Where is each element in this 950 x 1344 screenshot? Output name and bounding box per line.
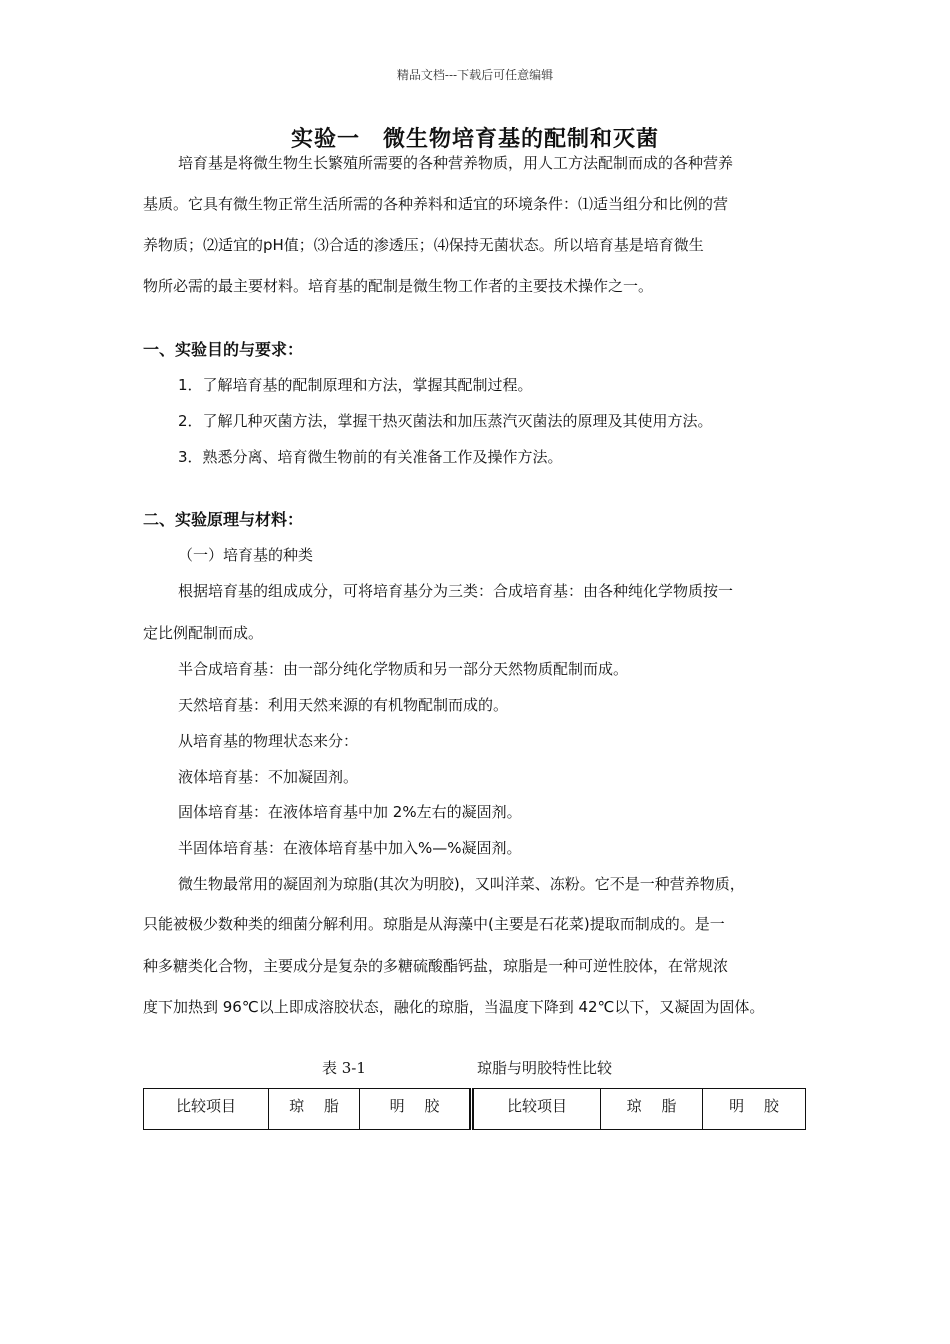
header-cell-item: 比较项目 [144,1089,269,1130]
body-line-2: 定比例配制而成。 [143,624,264,642]
body-line-1: 根据培育基的组成成分，可将培育基分为三类：合成培育基：由各种纯化学物质按一 [178,582,734,600]
intro-line-3: 养物质；⑵适宜的pH值；⑶合适的渗透压；⑷保持无菌状态。所以培育基是培育微生 [143,236,704,254]
body-line-11: 种多糖类化合物，主要成分是复杂的多糖硫酸酯钙盐，琼脂是一种可逆性胶体，在常规浓 [143,957,729,975]
header-cell-gelatin-2: 明 胶 [703,1089,806,1130]
body-line-8: 半固体培育基：在液体培育基中加入%—%凝固剂。 [178,839,522,857]
section-2-heading: 二、实验原理与材料： [143,510,304,529]
header-cell-agar-2: 琼 脂 [601,1089,703,1130]
intro-line-2: 基质。它具有微生物正常生活所需的各种养料和适宜的环境条件：⑴适当组分和比例的营 [143,195,729,213]
body-line-12: 度下加热到 96℃以上即成溶胶状态，融化的琼脂，当温度下降到 42℃以下，又凝固为固体。 [143,998,765,1016]
body-line-6: 液体培育基：不加凝固剂。 [178,768,359,786]
section-2-subheading: （一）培育基的种类 [178,546,314,564]
objective-item-1: 1．了解培育基的配制原理和方法，掌握其配制过程。 [178,376,533,394]
body-line-7: 固体培育基：在液体培育基中加 2%左右的凝固剂。 [178,803,522,821]
section-1-heading: 一、实验目的与要求： [143,340,304,359]
body-line-5: 从培育基的物理状态来分： [178,732,359,750]
header-cell-item-2: 比较项目 [472,1089,601,1130]
page-header: 精品文档---下载后可任意编辑 [396,68,554,82]
body-line-3: 半合成培育基：由一部分纯化学物质和另一部分天然物质配制而成。 [178,660,629,678]
body-line-4: 天然培育基：利用天然来源的有机物配制而成的。 [178,696,509,714]
intro-line-1: 培育基是将微生物生长繁殖所需要的各种营养物质，用人工方法配制而成的各种营养 [178,154,734,172]
objective-item-2: 2．了解几种灭菌方法，掌握干热灭菌法和加压蒸汽灭菌法的原理及其使用方法。 [178,412,713,430]
body-line-9: 微生物最常用的凝固剂为琼脂(其次为明胶)，又叫洋菜、冻粉。它不是一种营养物质， [178,875,745,893]
page-title: 实验一 微生物培育基的配制和灭菌 [290,126,659,152]
header-cell-gelatin: 明 胶 [360,1089,472,1130]
table-header-row [144,1089,806,1130]
intro-line-4: 物所必需的最主要材料。培育基的配制是微生物工作者的主要技术操作之一。 [143,277,654,295]
objective-item-3: 3．熟悉分离、培育微生物前的有关准备工作及操作方法。 [178,448,563,466]
table-caption: 琼脂与明胶特性比较 [477,1059,613,1077]
table-number: 表 3-1 [322,1059,366,1077]
comparison-table [143,1088,806,1130]
header-cell-agar: 琼 脂 [269,1089,360,1130]
body-line-10: 只能被极少数种类的细菌分解利用。琼脂是从海藻中(主要是石花菜)提取而制成的。是一 [143,915,725,933]
